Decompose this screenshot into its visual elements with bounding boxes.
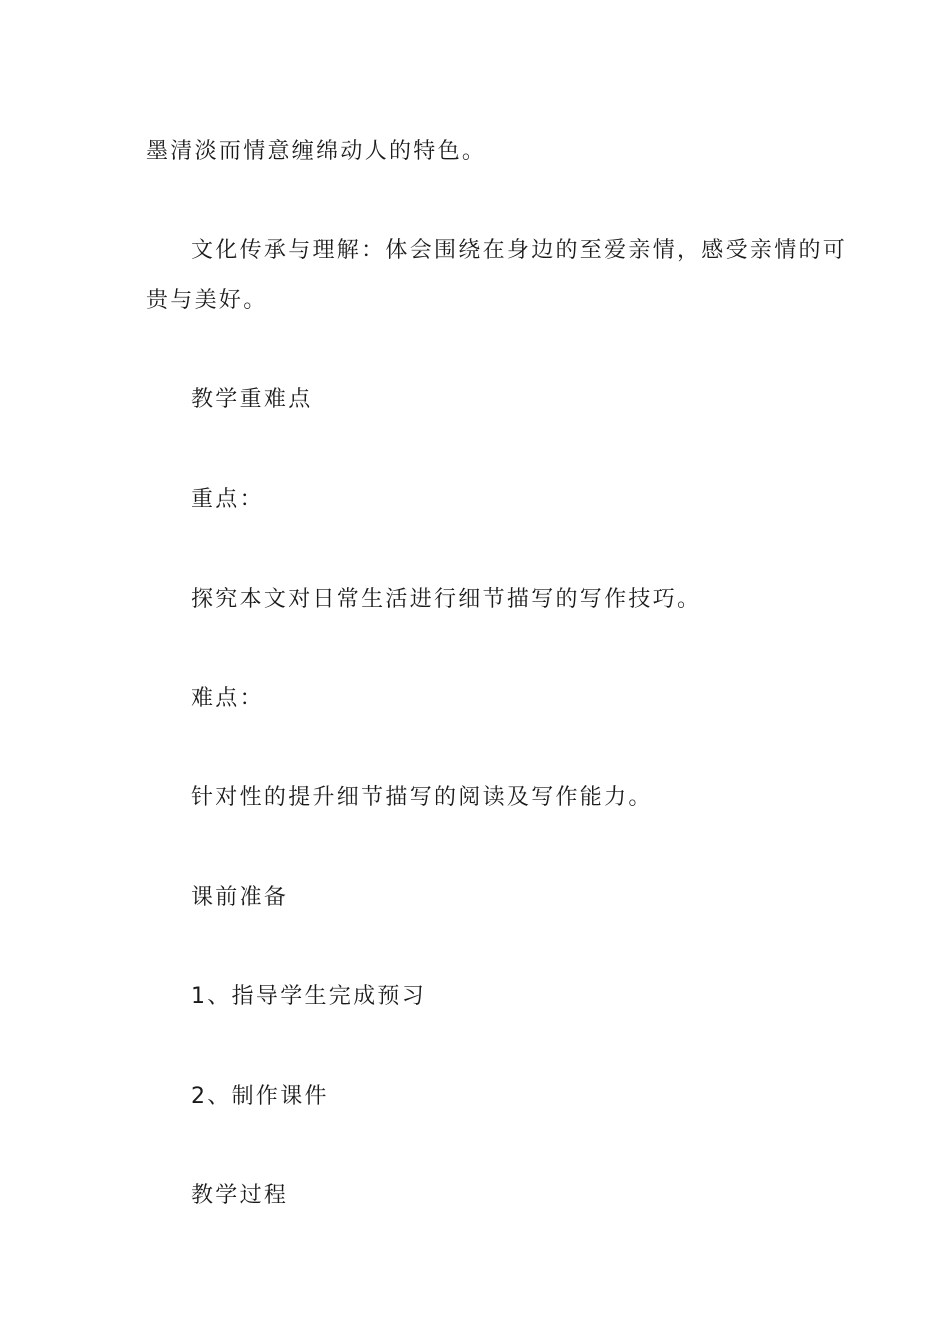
cultural-inheritance-paragraph-line-1: 文化传承与理解：体会围绕在身边的至爱亲情，感受亲情的可: [191, 238, 848, 263]
key-points-text: 探究本文对日常生活进行细节描写的写作技巧。: [191, 587, 702, 612]
difficult-points-text: 针对性的提升细节描写的阅读及写作能力。: [191, 785, 653, 810]
preparation-item-1: 1、指导学生完成预习: [191, 984, 426, 1009]
label-key-points: 重点：: [191, 487, 264, 512]
heading-teaching-process: 教学过程: [191, 1183, 289, 1208]
cultural-inheritance-paragraph-line-2: 贵与美好。: [146, 288, 268, 313]
paragraph-continuation: 墨清淡而情意缠绵动人的特色。: [146, 139, 487, 164]
preparation-item-2: 2、制作课件: [191, 1084, 329, 1109]
heading-preparation: 课前准备: [191, 885, 289, 910]
heading-key-difficult-points: 教学重难点: [191, 387, 313, 412]
label-difficult-points: 难点：: [191, 686, 264, 711]
